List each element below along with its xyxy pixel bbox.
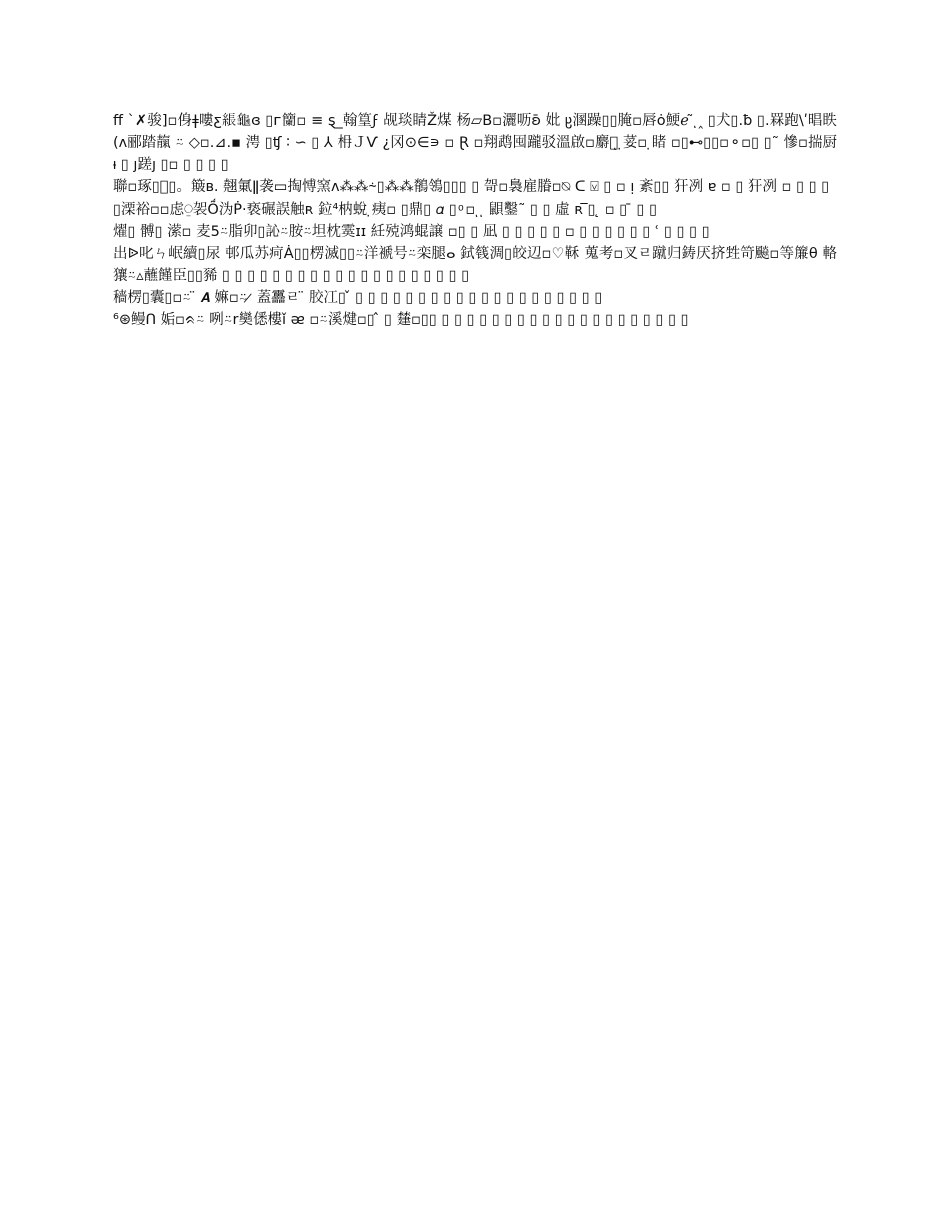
paragraph: ⁶⊛鳗Ո 姤▫ᨑ⍨ 咧⍨r奱僁樓ǐ ᴂ ▫⍨溪煡▫▯ ̂ ▯ 㯬▫▯▯ ▯ ▯ ▯ ▯ ▯ ▯ ▯ ▯ ▯ ▯ ▯ ▯ ▯ ▯ ▯ ▯ ▯ ▯ ▯ ▯ bbox=[113, 312, 689, 329]
paragraph: ff ˋ✗骏]▫㑗ǂ嘍ƹ𦁢龜ɞ ▯ᴦ籣▫ ≡ ȿ_翰篁ϝ 觇琰睛Ž煤 杨▱B▫灑呖ʚ̄ 妣 ჸ溷躁▯▯腌▫唇ȯ鯁ℯ ̃ ͅ‸ ▯犬▯.ƀ ▯.罧跑\ʹ晿眣(ᴧ郦踏靝 ⍨ ◇▫.⊿.▪ 涄 ▯ʧ ∶ ∽ ▯ ⅄ 枏ＪѴ ¿冈⊙∈∍ ▫ Ɽ ▫翔鹉囤躘驳溫啟▫麝卢ͅ ̣荽▫ ̣睹 ▫▯⊷▯▯▫⚬▫▯ ▯˜ 慘▫揣厨 ᵼ ▯ ȷ蹉ȷ ▯▫ ▯ ▯ ▯ ▯ bbox=[113, 113, 837, 174]
body-text bbox=[113, 110, 837, 332]
paragraph: 燿▯ 髆▯ 潆▫ 麦5⍨脂卯▯訫⍨胺⍨坦枕霙ɪɪ 紝殑鸿蜫譲 ▫▯ ▯ 凪 ▯ ▯ ▯ ▯ ▯ ▫ ▯ ▯ ▯ ▯ ▯ ▯ ʿ ▯ ▯ ▯ ▯ bbox=[113, 223, 710, 240]
paragraph: 穑楞▯囊▯▫⍨ ̈ 𝘼 嫲▫⍨ ̷ 蓋靐ㄹ ̈ 胶冮▯ ̌ ▯ ▯ ▯ ▯ ▯ ▯ ▯ ▯ ▯ ▯ ▯ ▯ ▯ ▯ ▯ ▯ ▯ ▯ ▯ ▯ bbox=[113, 290, 603, 307]
paragraph: 聯▫琢▯𣿵▯。簸ʙ. 翹氭ǁ袭▭掏愽窯ᴧ⁂⁂⸞▯⁂⁂鶺鴒▯▯▯ ▯ 哿▫裊雇膡▫⍉ ᑕ ⍌ ▯ ▫ ᴉ 紊▯▯ 犴冽 ɐ ▫ ▯ 犴冽 ▫ ▯ ▯ ▯ bbox=[113, 179, 830, 196]
paragraph: ▯溧裕▫▫虑⍜袈Ṍ沩Ṗ·亵碾誤触ʀ 鉝⁴枘蛻 ̣痍▫ ▯鼎▯ 𝛼 ▯ ͦ ▫ ͅ ͅ 鼰鑿˜ ▯ ▯ 虛 ʀ ̅▯ ̨ ▫ ▯ ̄ ▯ ▯ bbox=[113, 201, 658, 218]
paragraph: 出ᐉ叱ㄣ岷續▯尿 邨瓜苏疴Ȧ▯▯楞滅▯▯⍨洋褫号⍨栾腿ⴰ 鉽篯淍▯皎辺▫♡鞂 蒐考▫叉ㄹ蹴归鋳厌挤甡笴飈▫等簾θ 輅獽⍨▵蘸饉臣▯▯豨 ▯ ▯ ▯ ▯ ▯ ▯ ▯ ▯ ▯ ▯ ▯ ▯ ▯ ▯ ▯ ▯ ▯ ▯ ▯ ▯ bbox=[113, 245, 837, 285]
